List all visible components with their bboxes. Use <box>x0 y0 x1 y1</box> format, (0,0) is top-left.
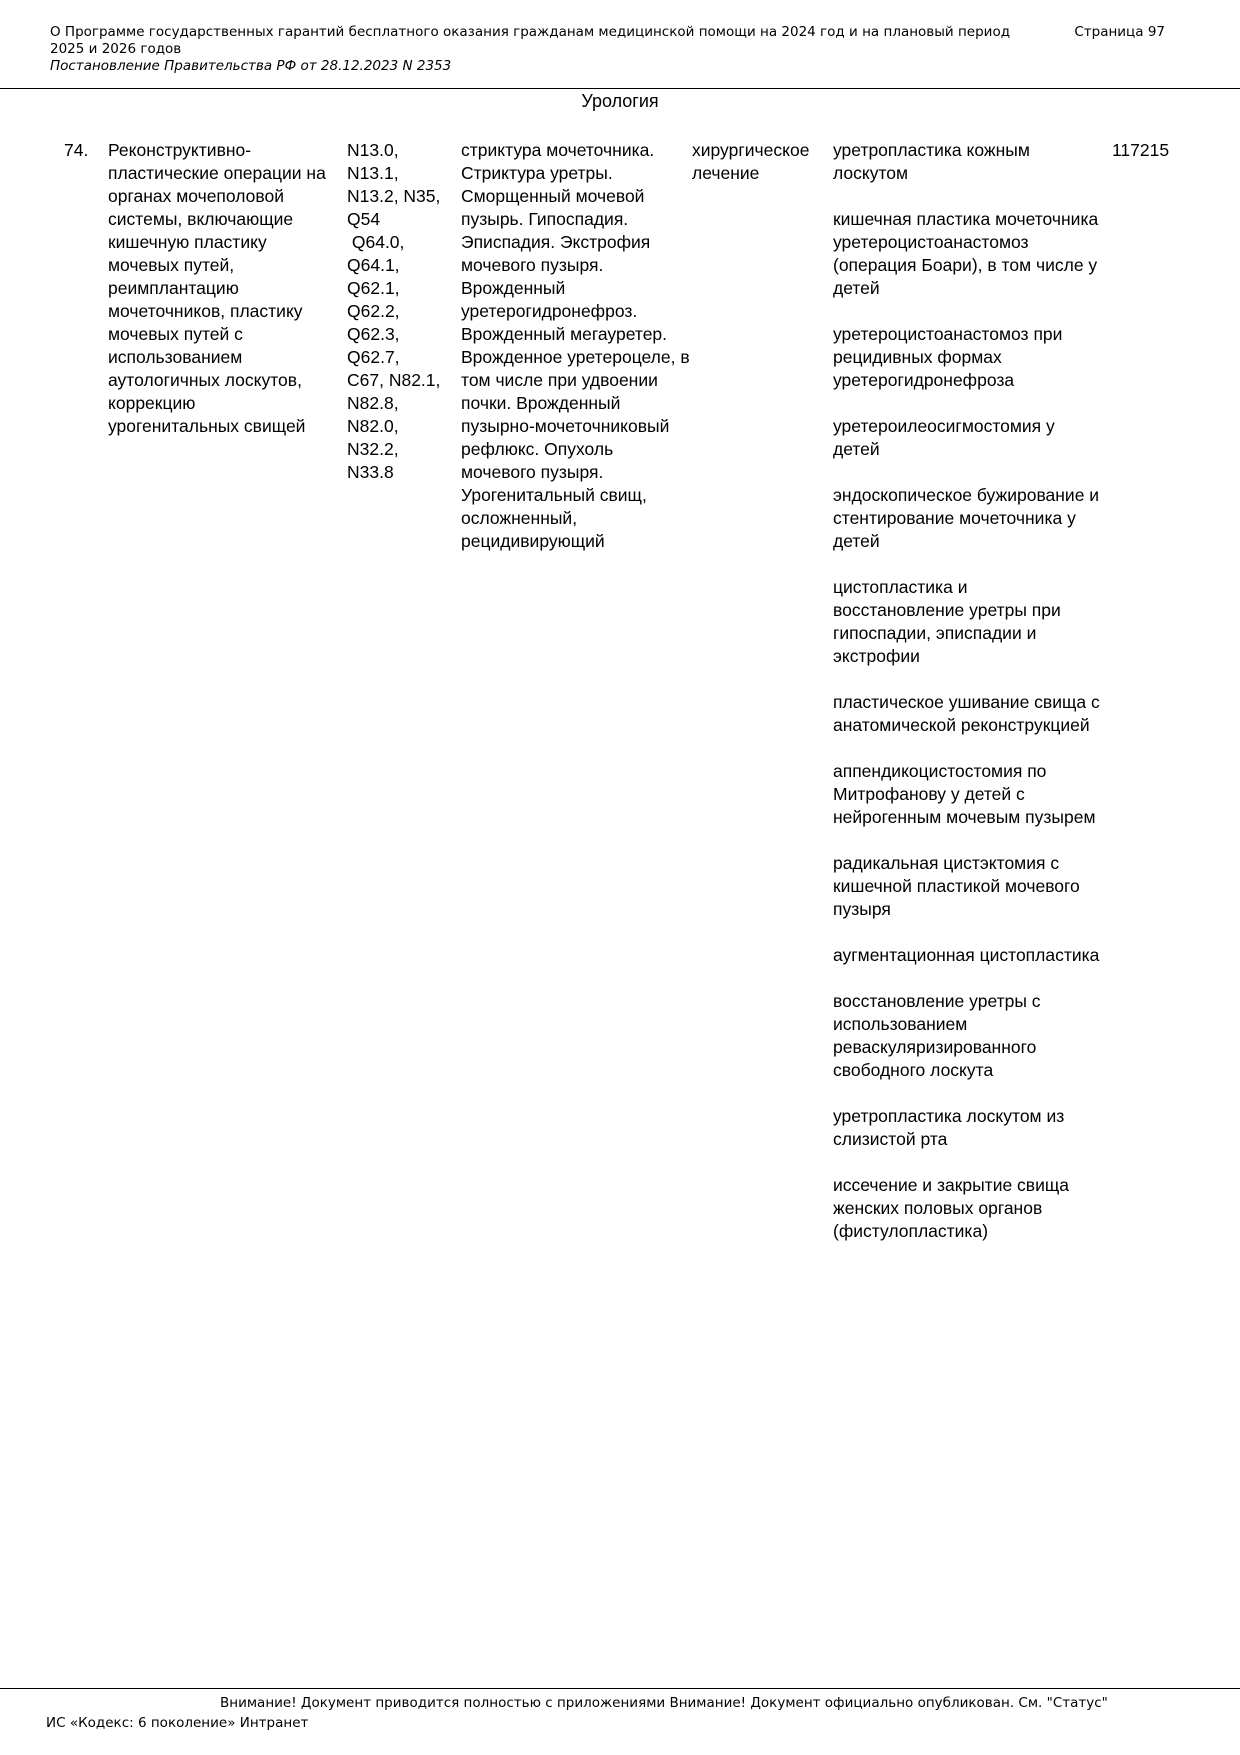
method-item: уретероцистоанастомоз при рецидивных формах уретерогидронефроза <box>833 324 1063 390</box>
method-item: аппендикоцистостомия по Митрофанову у детей с нейрогенным мочевым пузырем <box>833 761 1096 827</box>
row-treatment: хирургическое лечение <box>692 140 810 183</box>
method-item: уретропластика кожным лоскутом <box>833 140 1030 183</box>
row-cost: 117215 <box>1112 140 1170 160</box>
footer-divider <box>0 1688 1240 1689</box>
method-item: кишечная пластика мочеточника уретероцистоанастомоз (операция Боари), в том числе у детей <box>833 209 1099 298</box>
code: N82.8, <box>347 393 399 413</box>
code: N82.0, <box>347 416 399 436</box>
code: N32.2, <box>347 439 399 459</box>
row-codes <box>347 139 452 484</box>
page-number: Страница 97 <box>1074 24 1165 40</box>
code: Q54 <box>347 209 381 229</box>
section-title: Урология <box>581 91 659 111</box>
code: Q62.7, <box>347 347 400 367</box>
document-header <box>50 24 1225 75</box>
row-name: Реконструктивно-пластические операции на органах мочеполовой системы, включающие кишечную пластику мочевых путей, реимплантацию мочеточников, пластику мочевых путей с использованием аутологичных лоскутов, коррекцию урогенитальных свищей <box>108 140 326 436</box>
method-item: иссечение и закрытие свища женских половых органов (фистулопластика) <box>833 1175 1070 1241</box>
row-diagnosis: стриктура мочеточника. Стриктура уретры. Сморщенный мочевой пузырь. Гипоспадия. Эписпадия. Экстрофия мочевого пузыря. Врожденный уретерогидронефроз. Врожденный мегауретер. Врожденное уретероцеле, в том числе при удвоении почки. Врожденный пузырно-мочеточниковый рефлюкс. Опухоль мочевого пузыря. Урогенитальный свищ, осложненный, рецидивирующий <box>461 140 690 551</box>
header-divider <box>0 88 1240 89</box>
document-subtitle: Постановление Правительства РФ от 28.12.2023 N 2353 <box>50 58 452 74</box>
method-item: уретероилеосигмостомия у детей <box>833 416 1055 459</box>
code: Q64.0, <box>347 232 405 252</box>
code: N13.2, N35, <box>347 186 441 206</box>
method-item: пластическое ушивание свища с анатомической реконструкцией <box>833 692 1100 735</box>
code: Q62.1, <box>347 278 400 298</box>
code: Q62.3, <box>347 324 400 344</box>
method-item: уретропластика лоскутом из слизистой рта <box>833 1106 1065 1149</box>
code: N13.0, <box>347 140 399 160</box>
footer-system: ИС «Кодекс: 6 поколение» Интранет <box>46 1715 309 1731</box>
footer-notice: Внимание! Документ приводится полностью с приложениями Внимание! Документ официально опубликован. См. "Статус" <box>220 1695 1108 1711</box>
row-number: 74. <box>64 140 89 160</box>
method-item: радикальная цистэктомия с кишечной пластикой мочевого пузыря <box>833 853 1080 919</box>
code: N33.8 <box>347 462 394 482</box>
method-item: эндоскопическое бужирование и стентирование мочеточника у детей <box>833 485 1100 551</box>
code: N13.1, <box>347 163 399 183</box>
code: C67, N82.1, <box>347 370 441 390</box>
method-item: восстановление уретры с использованием реваскуляризированного свободного лоскута <box>833 991 1041 1080</box>
code: Q64.1, <box>347 255 400 275</box>
document-title: О Программе государственных гарантий бесплатного оказания гражданам медицинской помощи на 2024 год и на плановый период 2025 и 2026 годов <box>50 24 1011 57</box>
method-item: цистопластика и восстановление уретры при гипоспадии, эписпадии и экстрофии <box>833 577 1061 666</box>
method-item: аугментационная цистопластика <box>833 945 1100 965</box>
row-methods <box>833 139 1103 1266</box>
code: Q62.2, <box>347 301 400 321</box>
